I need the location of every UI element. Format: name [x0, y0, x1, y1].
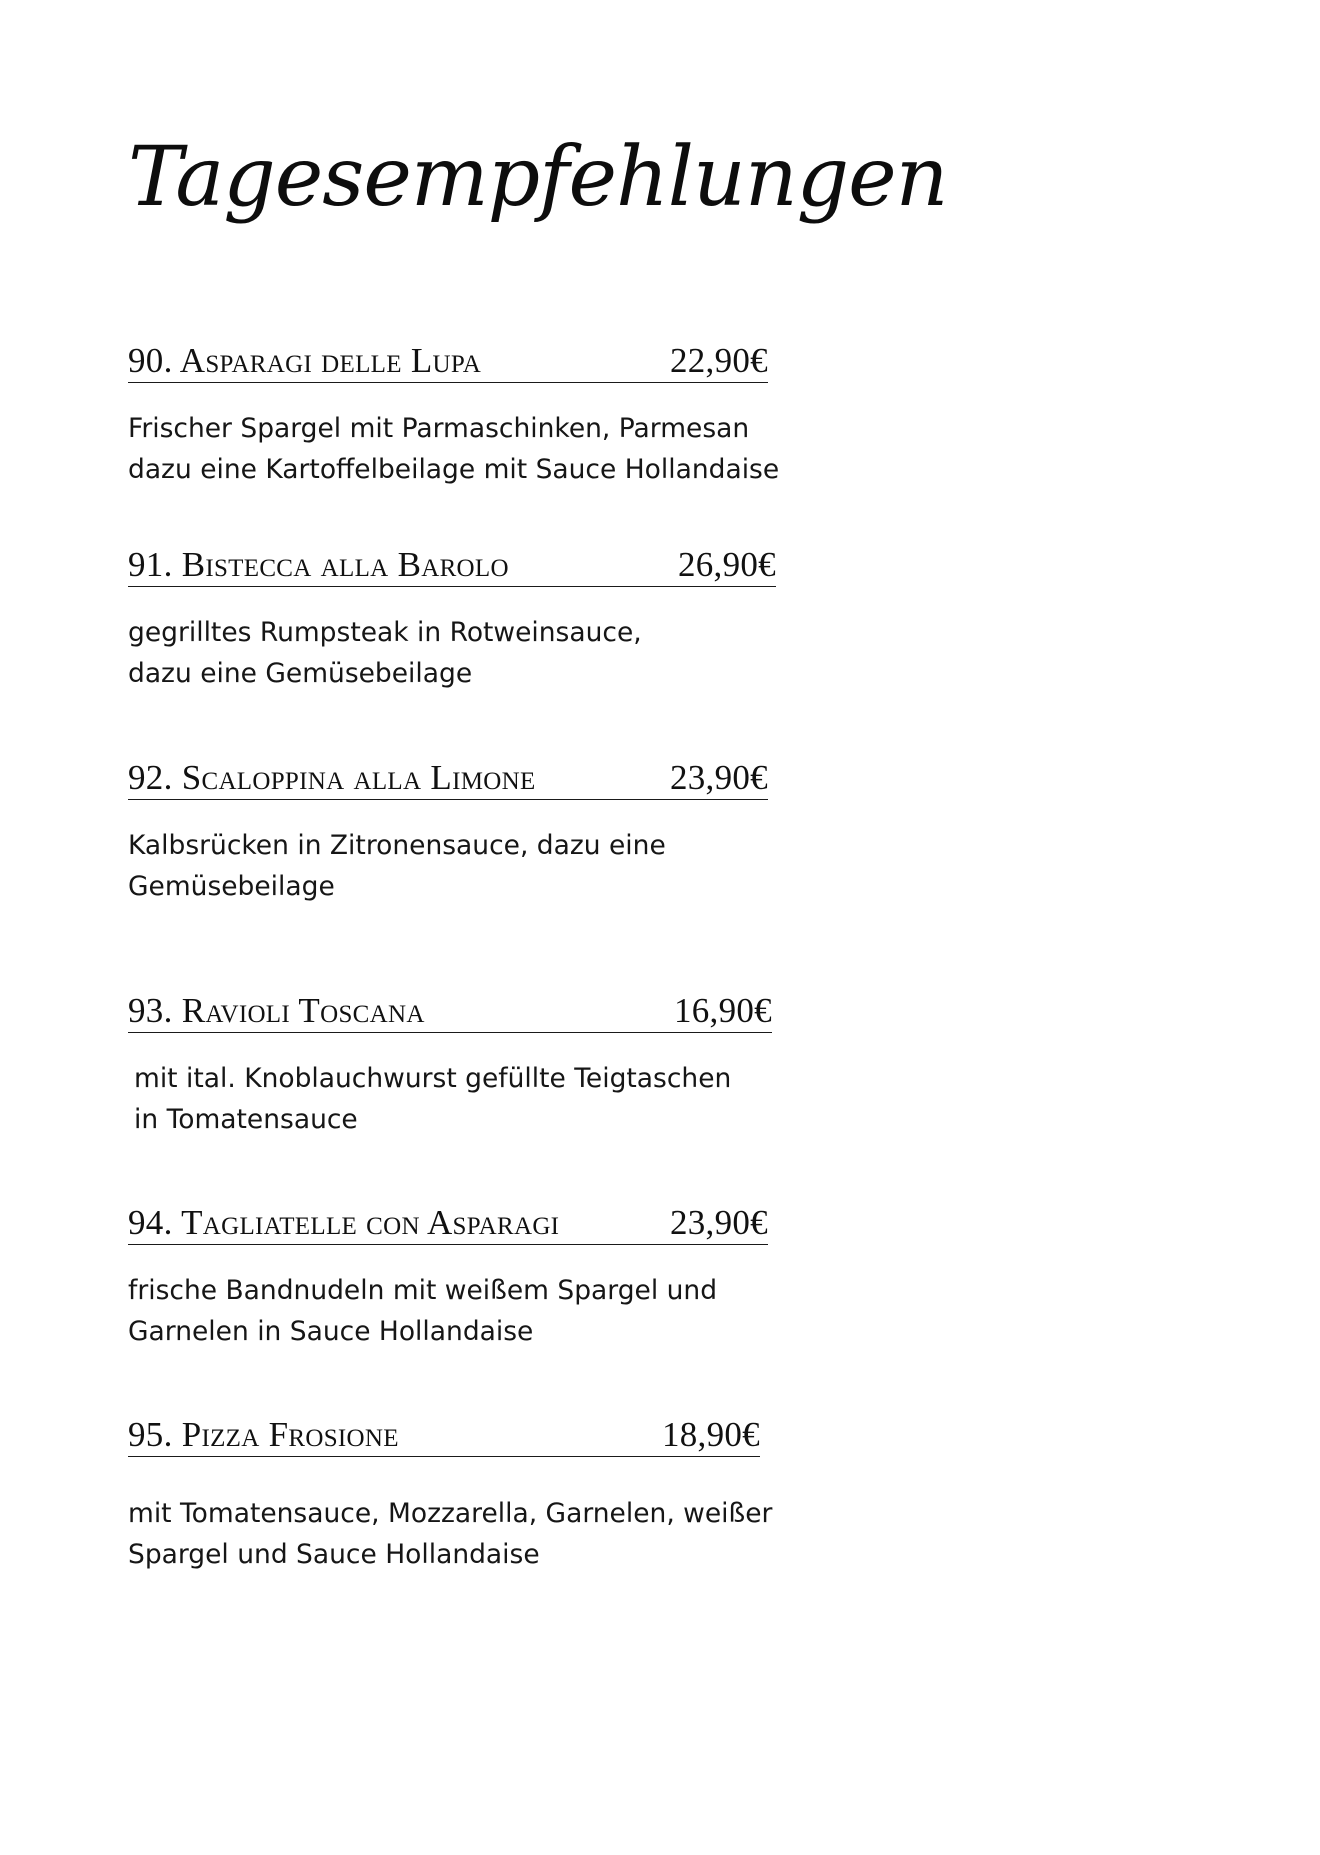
- description-line: Gemüsebeilage: [128, 870, 335, 902]
- dish-description: [128, 613, 776, 694]
- dish-name: 95. Pizza Frosione: [128, 1415, 399, 1454]
- description-line: Spargel und Sauce Hollandaise: [128, 1538, 540, 1570]
- dish-name: 90. Asparagi delle Lupa: [128, 341, 482, 380]
- dish-description: [128, 1494, 773, 1575]
- dish-name: 93. Ravioli Toscana: [128, 991, 425, 1030]
- menu-item: [128, 1410, 773, 1575]
- menu-item-header: [128, 336, 768, 383]
- dish-price: 16,90€: [673, 991, 772, 1030]
- page-title: Tagesempfehlungen: [128, 130, 948, 225]
- dish-price: 18,90€: [661, 1415, 760, 1454]
- dish-name: 92. Scaloppina alla Limone: [128, 758, 536, 797]
- description-line: dazu eine Gemüsebeilage: [128, 657, 473, 689]
- dish-description: [128, 1059, 772, 1140]
- dish-price: 22,90€: [669, 341, 768, 380]
- description-line: dazu eine Kartoffelbeilage mit Sauce Hollandaise: [128, 453, 780, 485]
- description-line: mit ital. Knoblauchwurst gefüllte Teigtaschen: [134, 1063, 732, 1094]
- dish-price: 26,90€: [677, 545, 776, 584]
- dish-name: 94. Tagliatelle con Asparagi: [128, 1203, 560, 1242]
- menu-item-header: [128, 1410, 760, 1457]
- description-line: gegrilltes Rumpsteak in Rotweinsauce,: [128, 617, 642, 648]
- menu-item-header: [128, 1198, 768, 1245]
- menu-item: [128, 1198, 768, 1352]
- dish-description: [128, 409, 780, 490]
- description-line: Kalbsrücken in Zitronensauce, dazu eine: [128, 830, 666, 861]
- menu-item-header: [128, 753, 768, 800]
- description-line: Frischer Spargel mit Parmaschinken, Parmesan: [128, 413, 750, 444]
- menu-item: [128, 540, 776, 694]
- description-line: Garnelen in Sauce Hollandaise: [128, 1315, 534, 1347]
- description-line: mit Tomatensauce, Mozzarella, Garnelen, weißer: [128, 1498, 773, 1529]
- menu-item-header: [128, 986, 772, 1033]
- dish-name: 91. Bistecca alla Barolo: [128, 545, 509, 584]
- dish-description: [128, 826, 768, 907]
- menu-item-header: [128, 540, 776, 587]
- dish-description: [128, 1271, 768, 1352]
- description-line: frische Bandnudeln mit weißem Spargel und: [128, 1275, 718, 1306]
- menu-item: [128, 753, 768, 907]
- description-line: in Tomatensauce: [134, 1103, 358, 1135]
- menu-item: [128, 986, 772, 1140]
- dish-price: 23,90€: [669, 1203, 768, 1242]
- dish-price: 23,90€: [669, 758, 768, 797]
- menu-item: [128, 336, 780, 490]
